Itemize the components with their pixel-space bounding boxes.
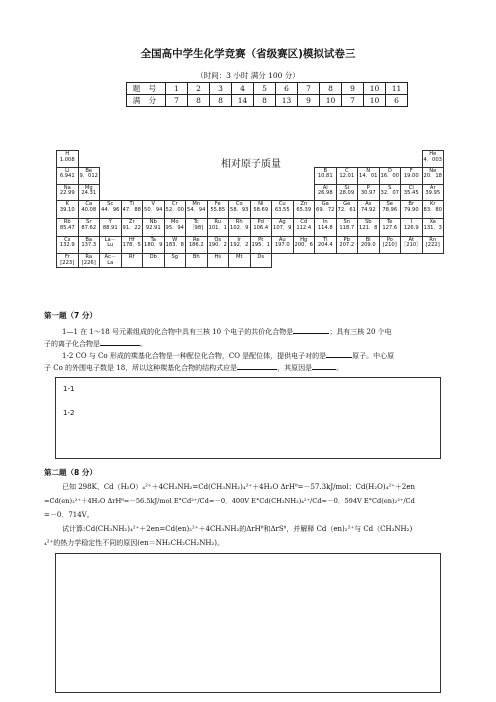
q1-p1-text: 子的离子化合物是 [44,340,100,348]
element-cell [293,218,316,237]
element-cell [228,253,251,268]
element-cell [422,218,445,237]
element-mass: 127.6 [382,224,398,231]
element-mass: 132.9 [59,242,75,249]
element-cell [357,167,380,185]
element-mass: 107．9 [273,224,292,231]
element-mass: 180．9 [144,242,163,249]
element-mass: ［98] [189,224,204,231]
element-cell [422,236,445,255]
element-symbol: Rh [235,219,243,225]
element-mass: 88.91 [102,224,118,231]
element-cell [228,236,251,255]
element-symbol: Re [192,236,200,243]
element-cell [336,184,359,202]
element-mass: 14．01 [359,173,378,180]
element-mass: 121．8 [359,224,378,231]
element-cell [164,253,187,268]
element-symbol: Sb [364,219,372,225]
element-symbol: Ni [258,201,264,208]
element-mass: 192．2 [230,242,249,249]
element-cell [142,200,165,219]
element-mass: 6.941 [59,173,75,180]
element-mass: 190．2 [208,242,227,249]
element-cell [207,200,230,219]
q2-answer-box[interactable] [55,553,441,693]
element-symbol: Te [387,219,393,225]
q2-line4: 试计算:Cd(CH₃NH₂)₄²⁺＋2en=Cd(en)₂²⁺＋4CH₃NH₂的ΔrHᶿ和ΔrSᶿ，并解释 Cd（en)₂²⁺与 Cd（CH₃NH₂) [62,525,413,533]
element-symbol: Bh [192,254,200,261]
element-symbol: Pb [343,236,350,243]
element-cell [185,236,208,255]
score-table-row-numbers [127,83,408,95]
element-symbol: At [408,236,414,243]
element-cell [185,200,208,219]
element-cell [121,218,144,237]
element-symbol: Tl [322,236,328,243]
q1-answer-label-1: 1-1 [63,385,75,393]
element-mass: 63.55 [274,206,290,213]
element-mass: La [107,259,114,266]
element-mass: 137.3 [81,242,97,249]
element-symbol: Be [85,167,93,174]
element-mass: [222] [425,242,440,249]
element-cell [314,184,337,202]
element-mass: 47．88 [122,206,141,213]
element-cell [207,218,230,237]
element-cell [99,218,122,237]
element-mass: 55.85 [210,206,226,213]
element-mass: 178．5 [122,242,141,249]
element-cell [379,218,402,237]
element-mass: 85.47 [59,224,75,231]
element-symbol: B [323,167,328,174]
element-symbol: Cu [278,201,286,208]
element-symbol: Ta [150,236,156,243]
element-cell [400,218,423,237]
q1-p1-text: 1—1 在 1～18 号元素组成的化合物中具有三核 10 个电子的共价化合物是 [62,328,294,336]
element-symbol: Sc [107,201,114,208]
q1-p1 [62,326,462,337]
element-symbol: Cr [171,201,178,208]
element-symbol: P [366,184,370,191]
score-table-question-number: 3 [210,83,232,95]
element-symbol: Ds [257,254,265,261]
element-mass: 101．1 [208,224,227,231]
element-cell [142,236,165,255]
element-mass: 54．94 [187,206,206,213]
element-symbol: Pt [258,236,264,243]
element-symbol: In [322,219,328,225]
element-cell [336,236,359,255]
element-cell [314,236,337,255]
element-mass: 72．61 [337,206,356,213]
element-mass: 4．003 [423,156,442,163]
element-cell [56,253,79,268]
score-table-question-number: 2 [188,83,210,95]
score-table-question-number: 7 [298,83,320,95]
element-cell [78,253,101,268]
element-cell [56,167,79,185]
element-cell [142,253,165,268]
element-symbol: Fr [64,254,70,261]
element-mass: 118.7 [339,224,355,231]
element-symbol: N [366,167,371,174]
element-mass: 52．00 [165,206,184,213]
element-symbol: Kr [429,201,436,208]
score-table-max-score: 7 [166,95,188,107]
element-mass: 209.0 [360,242,376,249]
element-mass: 83．80 [423,206,442,213]
element-symbol: Db [149,254,157,261]
element-symbol: Xe [429,219,436,225]
element-cell [271,218,294,237]
score-table-max-score: 8 [188,95,210,107]
q1-answer-box[interactable] [55,377,441,459]
element-mass: 65.39 [296,206,312,213]
element-symbol: Ti [129,201,134,208]
element-mass: 126.9 [403,224,419,231]
element-cell [185,253,208,268]
periodic-table [56,150,443,268]
element-symbol: Li [65,167,70,174]
q1-p1-cont [44,338,464,349]
score-table-max-score: 8 [210,95,232,107]
answer-blank[interactable] [100,338,140,346]
element-mass: 79.90 [403,206,419,213]
element-mass: 26.98 [317,190,333,197]
element-symbol: Ra [85,254,93,261]
element-cell [293,200,316,219]
element-cell [142,218,165,237]
element-symbol: I [410,219,413,225]
score-table-max-score: 7 [342,95,364,107]
element-symbol: Ga [321,201,329,208]
element-symbol: Hg [300,236,308,243]
element-symbol: He [429,151,437,157]
element-mass: [210] [382,242,397,249]
element-symbol: Sn [343,219,351,225]
element-mass: 195．1 [251,242,270,249]
element-mass: 95．94 [165,224,184,231]
element-symbol: C [344,167,349,174]
element-cell [379,184,402,202]
element-mass: [223] [60,259,75,266]
element-cell [56,236,79,255]
element-cell [99,236,122,255]
element-mass: 74.92 [360,206,376,213]
element-mass: 40.08 [81,206,97,213]
q1-p2-text: 1-2 CO 与 Co 形成的羰基化合物是一种配位化合物，CO 是配位体，提供电子对的是 [62,352,327,360]
element-mass: 92.91 [145,224,161,231]
element-symbol: Rb [63,219,71,225]
periodic-table-title: 相对原子质量 [221,159,281,170]
score-table-max-score: 6 [386,95,408,107]
element-symbol: Fe [214,201,221,208]
element-symbol: Cs [64,236,71,243]
element-mass: 131．3 [423,224,442,231]
element-symbol: Ir [237,236,242,243]
element-mass: 44．96 [101,206,120,213]
element-cell [293,236,316,255]
element-symbol: As [365,201,372,208]
element-symbol: Ge [343,201,351,208]
element-symbol: Mg [84,184,93,191]
element-mass: 28.09 [339,190,355,197]
element-cell [99,253,122,268]
element-symbol: Au [278,236,286,243]
element-symbol: Se [386,201,393,208]
element-symbol: O [387,167,392,174]
element-mass: 106.4 [253,224,269,231]
element-mass: 204.4 [317,242,333,249]
element-cell [121,200,144,219]
element-cell [379,236,402,255]
q1-p2-text: 。 [336,364,344,372]
element-symbol: Ar [429,184,436,191]
element-symbol: Hs [214,254,222,261]
element-mass: 207.2 [339,242,355,249]
element-symbol: Na [63,184,71,191]
answer-blank[interactable] [237,362,277,370]
element-cell [250,200,273,219]
element-mass: ［210］ [401,242,422,249]
score-table-row-scores [127,95,408,107]
element-mass: 200．6 [294,242,313,249]
element-mass: 39.95 [425,190,441,197]
element-symbol: Ru [214,219,222,225]
q1-answer-label-2: 1-2 [63,409,75,417]
score-table-question-number: 4 [232,83,254,95]
element-symbol: H [65,151,70,157]
score-table [126,82,408,107]
element-cell [121,236,144,255]
element-cell [357,184,380,202]
element-mass: 114.8 [317,224,333,231]
element-cell [314,200,337,219]
element-cell [400,236,423,255]
element-cell [422,200,445,219]
score-table-max-score: 13 [276,95,298,107]
element-cell [228,200,251,219]
score-table-max-score: 10 [320,95,342,107]
answer-blank[interactable] [326,350,352,358]
q1-p2 [62,350,472,361]
score-table-max-score: 10 [364,95,386,107]
score-table-question-number: 10 [364,83,386,95]
element-symbol: Cl [408,184,414,191]
element-mass: 16．00 [380,173,399,180]
element-mass: 19.00 [403,173,419,180]
element-symbol: Sr [86,219,92,225]
element-mass: 186.2 [188,242,204,249]
element-cell [400,167,423,185]
element-mass: 183．8 [165,242,184,249]
score-table-question-number: 11 [386,83,408,95]
element-symbol: Ac－ [104,254,116,261]
answer-blank[interactable] [293,326,329,334]
score-table-question-number: 1 [166,83,188,95]
element-mass: [226] [81,259,96,266]
element-cell [228,218,251,237]
element-mass: 87.62 [81,224,97,231]
q2-line3: =－0．714V。 [44,511,94,519]
element-cell [78,184,101,202]
score-table-max-score: 9 [298,95,320,107]
element-cell [422,150,445,168]
element-cell [357,200,380,219]
q2-line2: =Cd(en)₂²⁺＋4H₂O ΔrHᶿ=－56.5kJ/mol E°Cd²⁺/Cd=－0．400V E°Cd(CH₃NH₂)₄²⁺/Cd=－0．594V E°Cd(en)₂²⁺/Cd [44,497,415,505]
element-symbol: Nb [149,219,157,225]
element-cell [99,200,122,219]
element-mass: 1.008 [59,156,75,163]
element-symbol: Po [386,236,393,243]
element-cell [164,218,187,237]
element-cell [56,200,79,219]
q2-line1: 已知 298K、Cd（H₂O）₄²⁺＋4CH₃NH₂=Cd(CH₃NH₂)₄²⁺＋4H₂O ΔrHᶿ=－57.3kJ/mol；Cd(H₂O)₄²⁺＋2en [62,483,415,491]
score-table-row-label: 满 分 [127,95,166,107]
exam-subtitle: （时间：3 小时 满分 100 分） [196,71,300,80]
element-mass: 91．22 [122,224,141,231]
element-cell [250,253,273,268]
element-symbol: Tc [193,219,199,225]
element-cell [379,167,402,185]
element-mass: Lu [107,242,114,249]
score-table-max-score: 14 [232,95,254,107]
score-table-question-number: 9 [342,83,364,95]
element-symbol: La－ [104,236,116,243]
element-symbol: Sg [171,254,179,261]
element-mass: 10.81 [317,173,333,180]
element-mass: 197.0 [274,242,290,249]
element-symbol: F [409,167,413,174]
element-symbol: Al [322,184,328,191]
element-symbol: Br [408,201,415,208]
element-cell [250,218,273,237]
element-cell [78,236,101,255]
answer-blank[interactable] [312,362,336,370]
score-table-question-number: 8 [320,83,342,95]
element-mass: 58．93 [230,206,249,213]
element-mass: 50．94 [144,206,163,213]
element-cell [271,236,294,255]
element-mass: 32．07 [380,190,399,197]
element-mass: 9．012 [79,173,98,180]
element-symbol: Rn [429,236,437,243]
element-mass: 69．72 [316,206,335,213]
q1-p2-text: ，其原因是 [277,364,313,372]
score-table-question-number: 6 [276,83,298,95]
q2-line5: ₄²⁺的热力学稳定性不同的原因(en＝NH₂CH₂CH₂NH₂)。 [44,539,225,547]
element-cell [56,184,79,202]
element-symbol: Co [235,201,243,208]
q2-heading: 第二题（8 分） [44,468,97,477]
element-cell [250,236,273,255]
element-cell [56,218,79,237]
element-mass: 22.99 [59,190,75,197]
score-table-question-number: 5 [254,83,276,95]
q1-p2-cont [44,362,474,373]
element-symbol: Os [214,236,222,243]
element-cell [336,218,359,237]
element-cell [78,218,101,237]
element-mass: 102．9 [230,224,249,231]
element-cell [121,253,144,268]
element-cell [164,236,187,255]
element-symbol: S [388,184,392,191]
element-symbol: Si [344,184,350,191]
element-cell [207,236,230,255]
element-cell [207,253,230,268]
element-symbol: Ba [85,236,93,243]
element-symbol: Mn [192,201,201,208]
element-symbol: Y [108,219,112,225]
element-cell [400,184,423,202]
element-cell [357,236,380,255]
q1-p2-text: 原子。中心原 [352,352,395,360]
element-cell [314,218,337,237]
element-symbol: Mo [170,219,179,225]
element-symbol: Zr [128,219,135,225]
element-symbol: V [151,201,156,208]
element-cell [336,167,359,185]
element-mass: 112.4 [296,224,312,231]
element-cell [78,167,101,185]
element-mass: 30.97 [360,190,376,197]
q1-p2-text: 子 Co 的外围电子数是 18，所以这种羰基化合物的结构式应是 [44,364,238,372]
element-symbol: Ne [429,167,437,174]
element-cell [379,200,402,219]
q1-heading: 第一题（7 分） [44,311,97,320]
element-symbol: Cd [300,219,308,225]
element-mass: 39.10 [59,206,75,213]
element-cell [271,200,294,219]
element-cell [336,200,359,219]
element-symbol: Rf [129,254,135,261]
element-mass: 58.69 [253,206,269,213]
element-cell [314,167,337,185]
element-symbol: Bi [365,236,371,243]
element-symbol: W [172,236,178,243]
element-symbol: Ca [85,201,93,208]
element-cell [422,167,445,185]
element-cell [400,200,423,219]
element-symbol: K [65,201,69,208]
element-symbol: Ag [278,219,286,225]
q1-p1-text: 。 [140,340,147,348]
element-symbol: Zn [300,201,308,208]
exam-title: 全国高中学生化学竞赛（省级赛区)模拟试卷三 [140,48,356,60]
element-mass: 24.31 [81,190,97,197]
element-cell [185,218,208,237]
element-symbol: Pd [257,219,264,225]
element-cell [164,200,187,219]
score-table-max-score: 8 [254,95,276,107]
element-mass: 78.96 [382,206,398,213]
element-mass: 12.01 [339,173,355,180]
q1-p1-text: ；具有三核 20 个电 [329,328,392,336]
element-mass: 35.45 [403,190,419,197]
element-mass: 20．18 [423,173,442,180]
element-cell [357,218,380,237]
element-cell [56,150,79,168]
element-cell [78,200,101,219]
element-symbol: Hf [128,236,135,243]
element-cell [422,184,445,202]
element-symbol: Mt [235,254,243,261]
score-table-row-label: 题 号 [127,83,166,95]
